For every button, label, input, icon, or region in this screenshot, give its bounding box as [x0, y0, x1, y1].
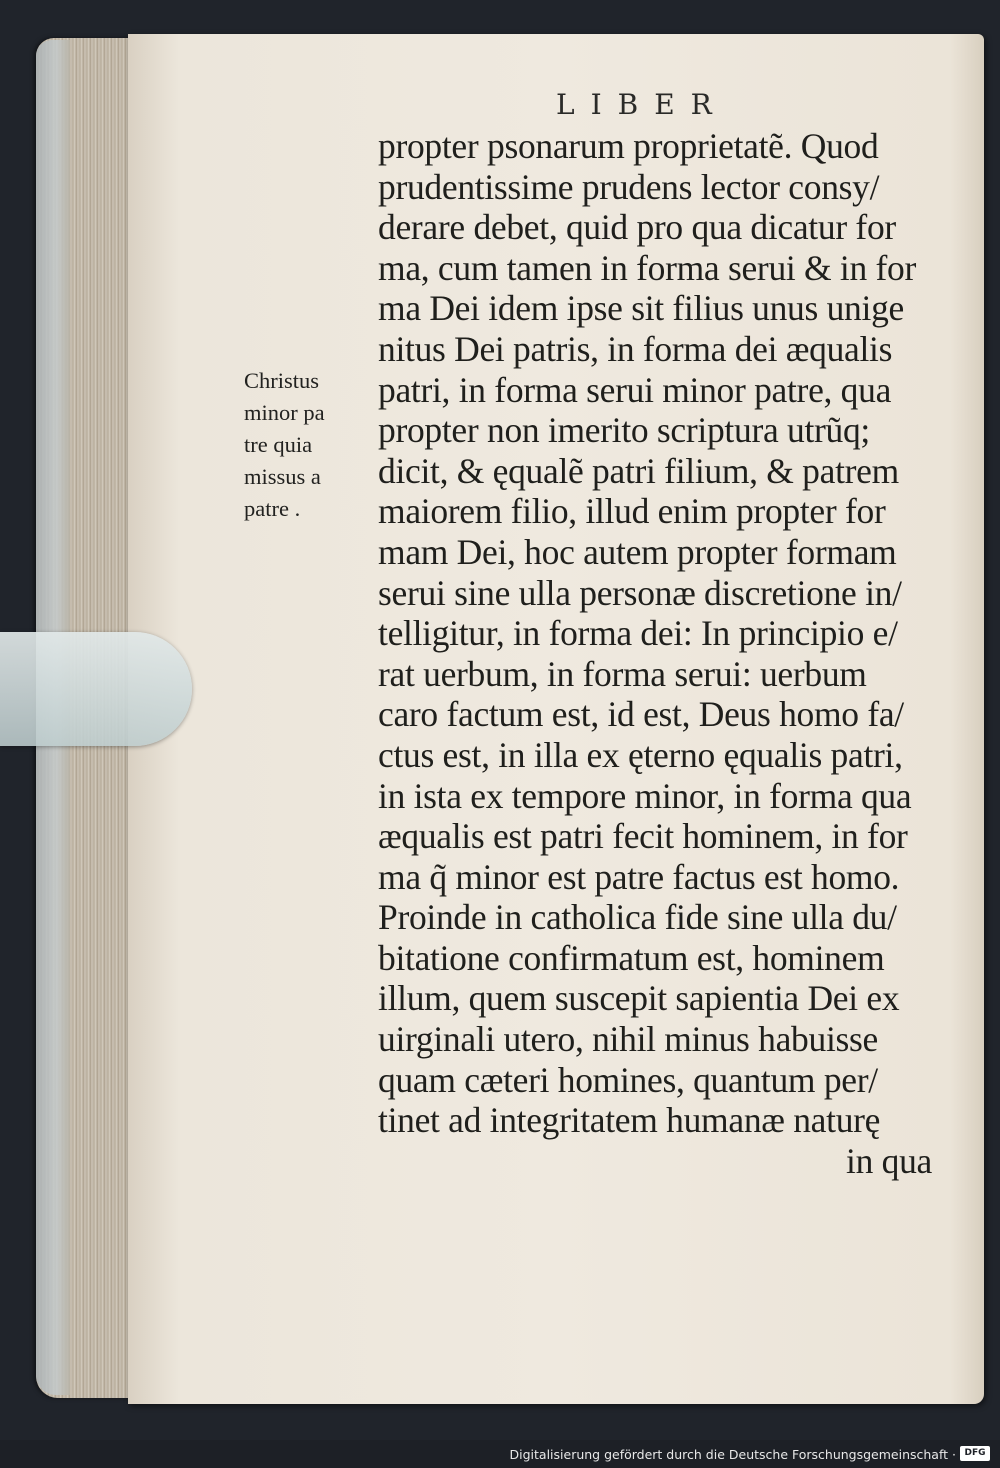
text-line: ma Dei idem ipse sit filius unus unige — [378, 288, 904, 329]
text-line: propter non imerito scriptura utrũq; — [378, 410, 870, 451]
bookmark-strip — [0, 632, 192, 746]
running-head: LIBER — [556, 88, 728, 121]
marginal-note-line: Christus — [244, 368, 320, 393]
marginal-note-line: tre quia — [244, 432, 313, 457]
text-line: serui sine ulla personæ discretione in/ — [378, 572, 902, 613]
body-text — [378, 126, 938, 1181]
text-line: propter psonarum proprietatẽ. Quod — [378, 126, 879, 166]
text-line: dicit, & ęqualẽ patri filium, & patrem — [378, 450, 899, 491]
text-line: æqualis est patri fecit hominem, in for — [378, 816, 908, 857]
funding-credit: Digitalisierung gefördert durch die Deutsche Forschungsgemeinschaft · — [509, 1447, 956, 1462]
text-line: Proinde in catholica fide sine ulla du/ — [378, 897, 897, 938]
text-line: mam Dei, hoc autem propter formam — [378, 531, 897, 572]
text-line: bitatione confirmatum est, hominem — [378, 937, 885, 978]
dfg-logo: DFG — [960, 1446, 990, 1461]
catchword: in qua — [846, 1140, 932, 1181]
text-line: quam cæteri homines, quantum per/ — [378, 1059, 878, 1100]
text-line: ma q̃ minor est patre factus est homo. — [378, 856, 900, 897]
footer-bar — [0, 1440, 1000, 1468]
text-line: tinet ad integritatem humanæ naturę — [378, 1100, 881, 1141]
text-line: maiorem filio, illud enim propter for — [378, 491, 886, 532]
text-line: nitus Dei patris, in forma dei æqualis — [378, 328, 893, 369]
marginal-note-line: minor pa — [244, 400, 325, 425]
marginal-note-line: missus a — [244, 464, 321, 489]
text-line: in ista ex tempore minor, in forma qua — [378, 775, 912, 816]
text-line: derare debet, quid pro qua dicatur for — [378, 207, 896, 248]
text-line: caro factum est, id est, Deus homo fa/ — [378, 694, 904, 735]
marginal-note — [244, 365, 369, 525]
text-line: ctus est, in illa ex ęterno ęqualis patri, — [378, 734, 903, 775]
text-line: rat uerbum, in forma serui: uerbum — [378, 653, 867, 694]
marginal-note-line: patre . — [244, 496, 301, 521]
text-line: prudentissime prudens lector consy/ — [378, 166, 880, 207]
text-line: illum, quem suscepit sapientia Dei ex — [378, 978, 900, 1019]
text-line: patri, in forma serui minor patre, qua — [378, 369, 892, 410]
text-line: telligitur, in forma dei: In principio e/ — [378, 613, 898, 654]
text-line: uirginali utero, nihil minus habuisse — [378, 1019, 878, 1060]
text-line: ma, cum tamen in forma serui & in for — [378, 247, 917, 288]
